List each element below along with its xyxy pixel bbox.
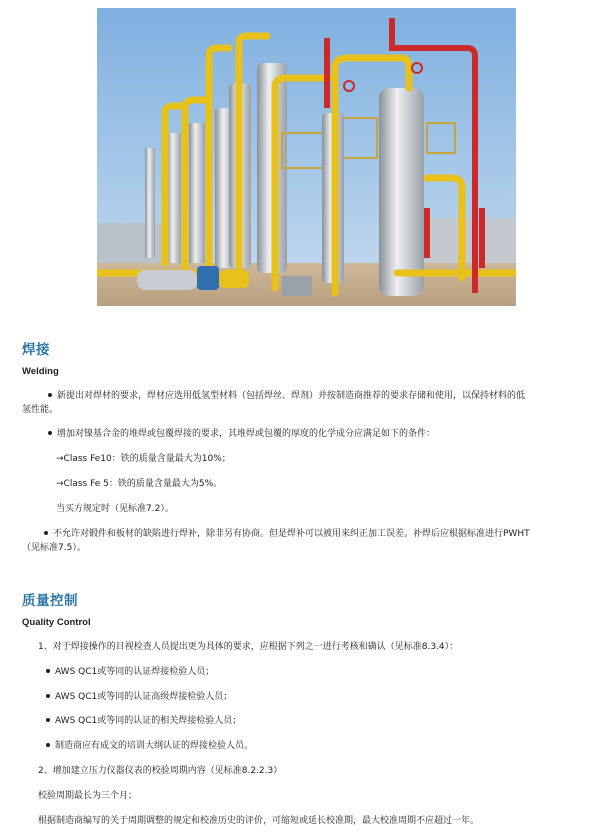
qc-paragraph-2: 2、增加建立压力仪器仪表的校验周期内容（见标准8.2.2.3） — [38, 766, 283, 776]
buyer-specified-line: 当买方规定时（见标准7.2）。 — [56, 504, 174, 514]
welding-heading: 焊接 — [22, 342, 50, 358]
arrow-icon: → — [56, 454, 64, 464]
qc-paragraph-3: 校验周期最长为三个月； — [38, 791, 138, 801]
bullet-icon — [46, 718, 50, 722]
qc-paragraph-1: 1、对于焊接操作的目视检查人员提出更为具体的要求，应根据下列之一进行考核和确认（见标准8.3.4）： — [38, 642, 459, 652]
welding-item-1-continued: 氢性能。 — [22, 405, 59, 415]
arrow-icon: → — [56, 479, 64, 489]
qc-bullet-3: AWS QC1或等同的认证的相关焊接检验人员； — [46, 714, 241, 728]
welding-subheading: Welding — [22, 366, 59, 377]
bullet-icon — [44, 531, 48, 535]
welding-item-2: 增加对镍基合金的堆焊或包覆焊接的要求，其堆焊或包覆的厚度的化学成分应满足如下的条件： — [48, 427, 435, 441]
bullet-icon — [48, 431, 52, 435]
welding-item-1: 新提出对焊材的要求，焊材应选用低氢型材料（包括焊丝、焊剂）并按制造商推荐的要求存储和使用，以保持材料的低 — [48, 389, 525, 403]
bullet-icon — [46, 694, 50, 698]
qc-bullet-2: AWS QC1或等同的认证高级焊接检验人员； — [46, 690, 232, 704]
bullet-icon — [46, 743, 50, 747]
qc-paragraph-4: 根据制造商编写的关于周期调整的规定和校准历史的评价，可缩短或延长校准期，最大校准周期不应超过一年。 — [38, 816, 480, 826]
gas-equipment-illustration — [97, 8, 516, 306]
class-fe5-line: →Class Fe 5：铁的质量含量最大为5%。 — [56, 479, 223, 489]
bullet-icon — [46, 669, 50, 673]
quality-control-subheading: Quality Control — [22, 617, 91, 628]
welding-item-3: 不允许对锻件和板材的缺陷进行焊补，除非另有协商。但是焊补可以被用来纠正加工误差。补焊后应根据标准进行PWHT — [44, 527, 530, 541]
qc-bullet-4: 制造商应有成文的培训大纲认证的焊接检验人员。 — [46, 739, 253, 753]
qc-bullet-1: AWS QC1或等同的认证焊接检验人员； — [46, 665, 214, 679]
equipment-photo — [97, 8, 516, 306]
bullet-icon — [48, 393, 52, 397]
quality-control-heading: 质量控制 — [22, 593, 78, 609]
welding-item-3-continued: （见标准7.5）。 — [22, 543, 86, 553]
class-fe10-line: →Class Fe10：铁的质量含量最大为10%； — [56, 454, 231, 464]
